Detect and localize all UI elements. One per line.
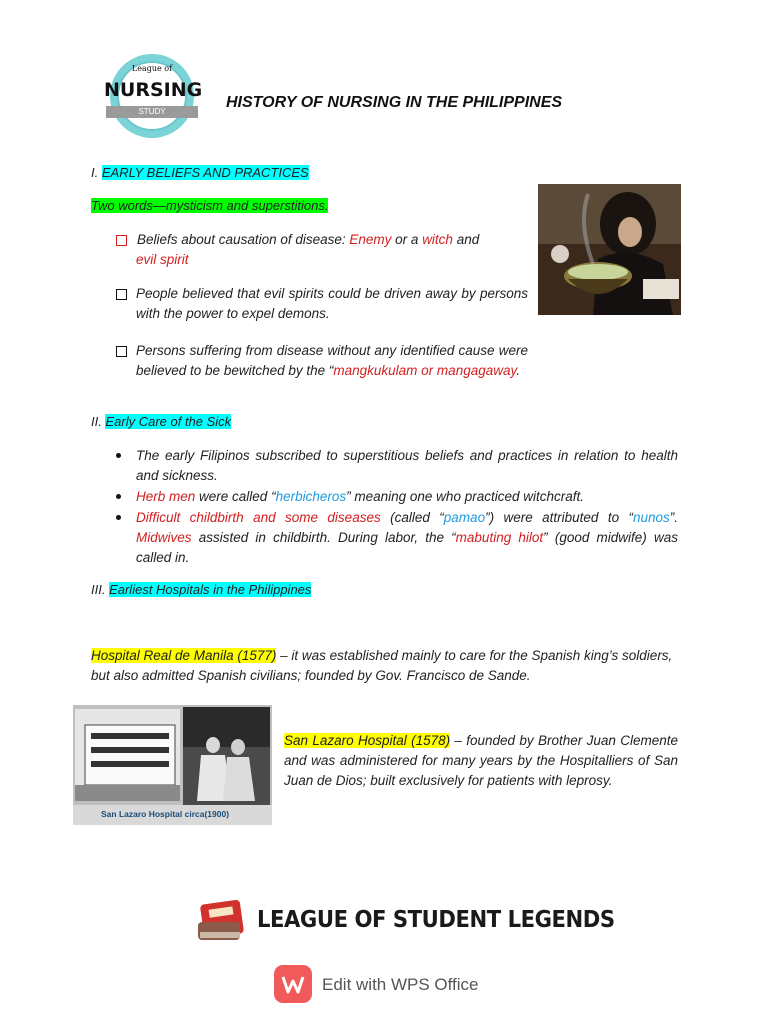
nursing-logo [104,52,203,140]
checkbox-icon [116,346,127,357]
bullet-icon [116,453,121,458]
section-3-heading: III. Earliest Hospitals in the Philippines [91,582,312,597]
logo-bottom-text: STUDY [138,107,166,116]
section-1-heading: I. EARLY BELIEFS AND PRACTICES [91,165,309,180]
book-icon [196,898,250,948]
photo-caption: San Lazaro Hospital circa(1900) [101,809,230,819]
logo-main-text: NURSING [104,79,203,101]
list-item: People believed that evil spirits could be driven away by persons with the power to expel demons. [116,284,528,324]
san-lazaro-paragraph: San Lazaro Hospital (1578) – founded by Brother Juan Clemente and was administered for many years by the Hospitalliers of San Juan de Dios; built exclusively for patients with leprosy. [284,733,678,788]
hospital-real-paragraph: Hospital Real de Manila (1577) – it was established mainly to care for the Spanish king’s soldiers, but also admitted Spanish civilians; founded by Gov. Francisco de Sande. [91,648,673,683]
bullet-icon [116,494,121,499]
list-item: Beliefs about causation of disease: Enemy or a witch and [116,230,528,250]
wps-edit-link[interactable]: Edit with WPS Office [322,975,479,994]
section-1-intro: Two words—mysticism and superstitions. [91,198,329,213]
witch-image [538,184,681,315]
list-item-cont: evil spirit [136,252,189,267]
bullet-icon [116,515,121,520]
list-item: Persons suffering from disease without any identified cause were believed to be bewitched by the “mangkukulam or mangagaway. [116,341,528,381]
section-2-heading: II. Early Care of the Sick [91,414,232,429]
page-title: HISTORY OF NURSING IN THE PHILIPPINES [226,94,563,111]
list-item: The early Filipinos subscribed to superstitious beliefs and practices in relation to health and sickness. [136,448,678,483]
footer-brand: LEAGUE OF STUDENT LEGENDS [257,907,615,933]
wps-logo-icon[interactable] [274,965,312,1003]
list-item: Difficult childbirth and some diseases (called “pamao”) were attributed to “nunos”. Midwives assisted in childbirth. During labor, the “mabuting hilot” (good midwife) was called in. [136,510,679,565]
checkbox-icon [116,235,127,246]
logo-top-text: League of [131,64,173,73]
list-item: Herb men were called “herbicheros” meaning one who practiced witchcraft. [136,489,584,504]
checkbox-icon [116,289,127,300]
san-lazaro-photo [73,705,272,825]
